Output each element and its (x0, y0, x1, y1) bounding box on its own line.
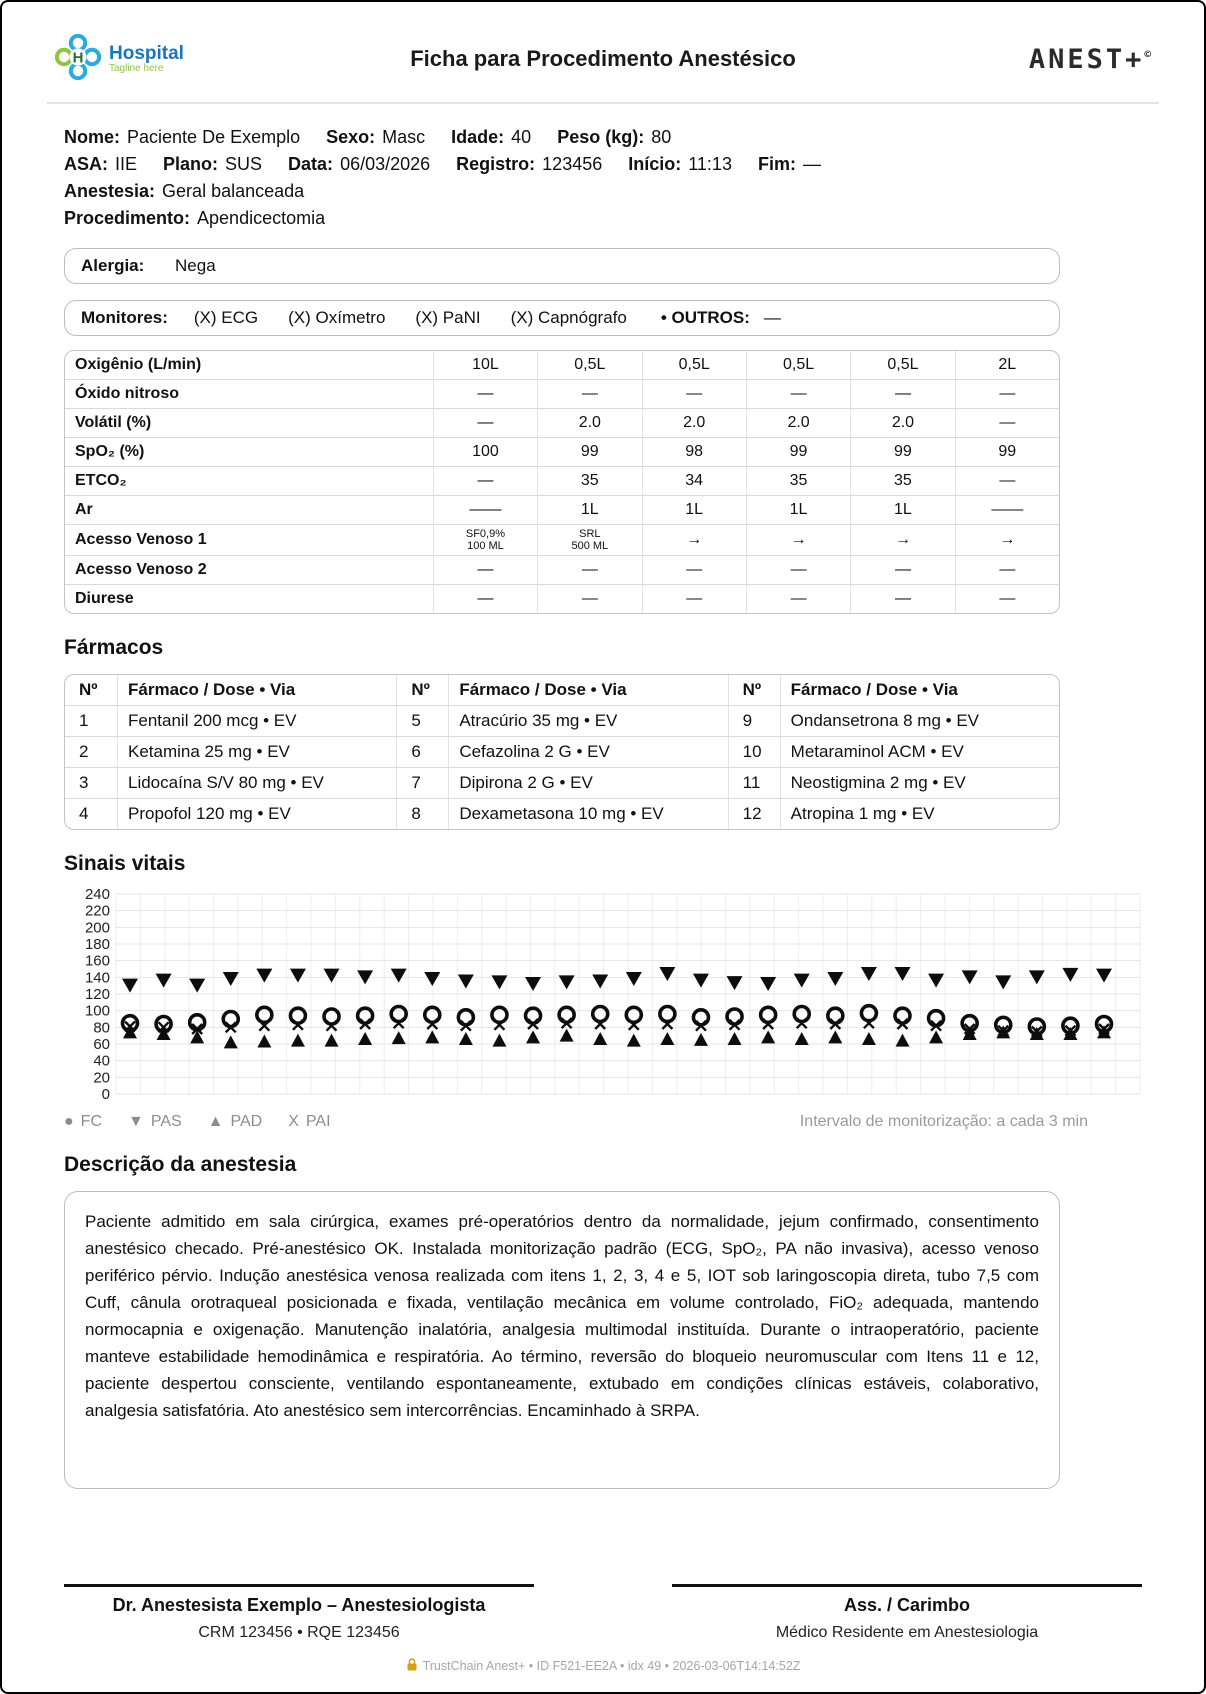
monitors-label: Monitores: (81, 308, 168, 327)
pad-marker (828, 1030, 842, 1043)
monitor-checkbox-item: (X) ECG (193, 308, 259, 327)
pas-marker (727, 976, 743, 990)
vitals-cell: — (537, 584, 641, 613)
pas-marker (827, 972, 843, 986)
patient-field (451, 127, 531, 147)
pad-marker (761, 1030, 775, 1043)
copyright-mark: © (1144, 47, 1151, 61)
monitors-box (64, 300, 1060, 336)
monitoring-interval-note: Intervalo de monitorização: a cada 3 min (799, 1113, 1088, 1130)
signature-line-right (672, 1584, 1142, 1587)
monitors-outros-label: • OUTROS: (660, 308, 750, 327)
vitals-cell: — (955, 408, 1059, 437)
pas-marker (1096, 969, 1112, 983)
y-axis-tick-label: 180 (84, 936, 110, 953)
patient-field (758, 154, 821, 174)
pad-marker (526, 1030, 540, 1043)
patient-field-value: 40 (511, 127, 532, 147)
header (55, 28, 1151, 90)
vitals-row-label: Oxigênio (L/min) (75, 356, 202, 373)
pas-marker (290, 969, 306, 983)
patient-field (326, 127, 425, 147)
farmaco-number: 5 (396, 705, 448, 736)
legend-label: FC (80, 1113, 102, 1130)
vitals-row-label: Volátil (%) (65, 408, 433, 437)
vitals-cell: — (433, 379, 537, 408)
gases-vitals-table (64, 350, 1060, 614)
patient-field-label: Procedimento: (64, 208, 191, 228)
fc-marker (794, 1007, 809, 1022)
vitals-cell: — (537, 555, 641, 584)
patient-info-line (64, 205, 1142, 232)
pas-marker (760, 977, 776, 991)
patient-field (64, 208, 325, 228)
farmaco-number: 8 (396, 798, 448, 829)
fc-marker (761, 1007, 776, 1022)
y-axis-tick-label: 200 (84, 919, 110, 937)
vitals-cell: 1L (537, 495, 641, 524)
patient-field (163, 154, 262, 174)
farmaco-number: 11 (728, 767, 780, 798)
vitals-cell: — (746, 555, 850, 584)
farmaco-detail-header: Fármaco / Dose • Via (780, 675, 1059, 705)
patient-field-value: 11:13 (688, 154, 732, 174)
farmaco-description: Propofol 120 mg • EV (117, 798, 396, 829)
legend-x-icon: X (288, 1113, 299, 1130)
vitals-cell-line: SF0,9% (465, 528, 506, 540)
pad-marker (795, 1032, 809, 1045)
pas-marker (928, 974, 944, 988)
y-axis-tick-label: 60 (93, 1036, 110, 1053)
legend-item-pai (288, 1113, 330, 1131)
stamp-label: Ass. / Carimbo (843, 1595, 971, 1615)
pas-marker (189, 979, 205, 993)
fc-marker (324, 1009, 339, 1024)
vitals-cell: — (642, 584, 746, 613)
y-axis-tick-label: 80 (93, 1019, 110, 1037)
hospital-tagline: Tagline here (109, 62, 164, 74)
legend-circle-icon: ● (64, 1113, 74, 1130)
pas-marker (1062, 968, 1078, 982)
pas-marker (391, 969, 407, 983)
pas-marker (592, 975, 608, 989)
y-axis-tick-label: 40 (93, 1052, 110, 1070)
hospital-cross-icon (55, 34, 101, 85)
pad-marker (291, 1034, 305, 1047)
farmacos-table (64, 674, 1060, 830)
farmaco-detail-header: Fármaco / Dose • Via (448, 675, 727, 705)
farmaco-description: Dexametasona 10 mg • EV (448, 798, 727, 829)
pas-marker (458, 975, 474, 989)
signature-right (672, 1584, 1142, 1642)
pas-marker (659, 967, 675, 981)
patient-field-value: Apendicectomia (197, 208, 326, 228)
pas-marker (223, 972, 239, 986)
pad-marker (560, 1029, 574, 1042)
vitals-cell: 99 (746, 437, 850, 466)
farmaco-description: Cefazolina 2 G • EV (448, 736, 727, 767)
patient-field (557, 127, 671, 147)
patient-field-label: Registro: (456, 154, 536, 174)
vitals-cell: — (850, 584, 954, 613)
pad-marker (728, 1032, 742, 1045)
trustchain-text: TrustChain Anest+ • ID F521-EE2A • idx 49 • 2026-03-06T14:14:52Z (422, 1659, 801, 1673)
description-text: Paciente admitido em sala cirúrgica, exames pré-operatórios dentro da normalidade, jejum confirmado, consentimento anestésico checado. Pré-anestésico OK. Instalada monitorização padrão (ECG, SpO₂, PA não invasiva), acesso venoso periférico pérvio. Indução anestésica venosa realizada com itens 1, 2, 3, 4 e 5, IOT sob laringoscopia direta, tubo 7,5 com Cuff, cânula orotraqueal posicionada e fixada, ventilação mecânica em volume controlado, FiO₂ adequada, mantendo normocapnia e oxigenação. Manutenção inalatória, analgesia multimodal instituída. Durante o intraoperatório, paciente manteve estabilidade hemodinâmica e respiratória. Ao término, reversão do bloqueio neuromuscular com Itens 11 e 12, paciente despertou consciente, ventilando espontaneamente, extubado em condições clínicas estáveis, colaborativo, analgesia satisfatória. Ato anestésico sem intercorrências. Encaminhado à SRPA. (85, 1212, 1039, 1420)
vitals-cell: — (433, 584, 537, 613)
pas-marker (324, 969, 340, 983)
monitors-outros-value: — (763, 308, 781, 327)
pas-marker (894, 967, 910, 981)
pad-marker (425, 1030, 439, 1043)
vitals-cell: → (746, 524, 850, 555)
vitals-cell: — (642, 555, 746, 584)
pas-marker (559, 975, 575, 989)
pas-marker (491, 975, 507, 989)
farmaco-num-header: Nº (728, 675, 780, 705)
y-axis-tick-label: 140 (84, 969, 110, 987)
farmaco-description: Neostigmina 2 mg • EV (780, 767, 1059, 798)
monitor-checkbox-item: (X) Oxímetro (288, 308, 386, 327)
farmaco-number: 9 (728, 705, 780, 736)
pas-marker (156, 974, 172, 988)
patient-field-value: IIE (115, 154, 138, 174)
patient-field (64, 127, 300, 147)
patient-field (628, 154, 732, 174)
pad-marker (862, 1032, 876, 1045)
pad-marker (325, 1034, 339, 1047)
vitals-cell: 35 (746, 466, 850, 495)
header-divider (47, 102, 1159, 104)
vitals-cell (433, 524, 537, 555)
vitals-cell-line: 100 ML (467, 540, 504, 552)
patient-info-line (64, 124, 1142, 151)
pad-marker (627, 1034, 641, 1047)
fc-marker (861, 1006, 876, 1021)
vitals-cell: — (642, 379, 746, 408)
monitor-checkbox-item: (X) PaNI (415, 308, 481, 327)
farmaco-num-header: Nº (396, 675, 448, 705)
y-axis-tick-label: 240 (84, 886, 110, 903)
vitals-cell: 98 (642, 437, 746, 466)
vitals-cell: 1L (746, 495, 850, 524)
patient-field-label: Anestesia: (64, 181, 156, 201)
fc-marker (425, 1007, 440, 1022)
patient-field-value: Masc (382, 127, 426, 147)
vitals-cell: 2.0 (642, 408, 746, 437)
vitals-cell: 10L (433, 351, 537, 379)
pad-marker (392, 1031, 406, 1044)
vitals-cell: 34 (642, 466, 746, 495)
pas-marker (794, 974, 810, 988)
pas-marker (861, 967, 877, 981)
vitals-cell: 1L (850, 495, 954, 524)
farmaco-detail-header: Fármaco / Dose • Via (117, 675, 396, 705)
patient-field-label: Sexo: (326, 127, 376, 147)
patient-field-value: SUS (225, 154, 263, 174)
footer (47, 1584, 1159, 1674)
fc-marker (929, 1011, 944, 1026)
chart-legend (64, 1113, 1088, 1131)
vitals-chart-title: Sinais vitais (64, 852, 186, 875)
vitals-cell: — (433, 555, 537, 584)
vitals-row-label: Óxido nitroso (65, 379, 433, 408)
farmaco-description: Fentanil 200 mcg • EV (117, 705, 396, 736)
vitals-cell: 0,5L (850, 351, 954, 379)
hospital-logo (55, 34, 355, 85)
farmaco-description: Atracúrio 35 mg • EV (448, 705, 727, 736)
vitals-cell: —— (433, 495, 537, 524)
pas-marker (525, 977, 541, 991)
y-axis-tick-label: 120 (84, 986, 110, 1003)
patient-field-label: Plano: (163, 154, 219, 174)
vitals-cell: — (955, 555, 1059, 584)
farmaco-number: 4 (65, 798, 117, 829)
pas-marker (256, 969, 272, 983)
vitals-cell: 2L (955, 351, 1059, 379)
doctor-registry: CRM 123456 • RQE 123456 (198, 1624, 400, 1641)
y-axis-tick-label: 100 (84, 1002, 110, 1020)
pad-marker (492, 1034, 506, 1047)
trustchain-line (47, 1658, 1159, 1674)
monitor-checkbox-item: (X) Capnógrafo (510, 308, 627, 327)
fc-marker (626, 1007, 641, 1022)
pas-marker (424, 972, 440, 986)
y-axis-tick-label: 160 (84, 952, 110, 970)
legend-label: PAD (230, 1113, 263, 1130)
pad-marker (593, 1032, 607, 1045)
pas-marker (122, 979, 138, 993)
vitals-cell: 35 (850, 466, 954, 495)
vitals-cell: — (850, 555, 954, 584)
page-title: Ficha para Procedimento Anestésico (410, 46, 796, 71)
vitals-cell-line: SRL (579, 528, 601, 540)
legend-label: PAI (305, 1113, 331, 1130)
anest-brand-logo: ANEST+© (1028, 43, 1151, 75)
vitals-cell: — (433, 408, 537, 437)
pad-marker (224, 1035, 238, 1048)
pad-marker (895, 1034, 909, 1047)
patient-field (64, 181, 304, 201)
fc-marker (492, 1007, 507, 1022)
patient-field-label: ASA: (64, 154, 108, 174)
fc-marker (223, 1012, 238, 1027)
svg-text:H: H (72, 49, 84, 66)
fc-marker (257, 1007, 272, 1022)
farmaco-number: 7 (396, 767, 448, 798)
farmaco-description: Ondansetrona 8 mg • EV (780, 705, 1059, 736)
fc-marker (458, 1010, 473, 1025)
vitals-cell: — (746, 584, 850, 613)
vitals-cell: → (642, 524, 746, 555)
vitals-cell: 2.0 (850, 408, 954, 437)
vitals-cell: —— (955, 495, 1059, 524)
vitals-cell-line: 500 ML (571, 540, 609, 552)
fc-marker (660, 1007, 675, 1022)
legend-triangle-down-icon: ▼ (128, 1113, 144, 1130)
description-box (64, 1191, 1060, 1489)
farmaco-description: Ketamina 25 mg • EV (117, 736, 396, 767)
legend-label: PAS (150, 1113, 182, 1130)
patient-field-value: 06/03/2026 (340, 154, 431, 174)
vitals-cell: 0,5L (537, 351, 641, 379)
pas-marker (693, 974, 709, 988)
vitals-cell: 99 (537, 437, 641, 466)
vitals-cell: — (433, 466, 537, 495)
fc-marker (593, 1007, 608, 1022)
vitals-chart-svg (64, 886, 1144, 1106)
resident-title: Médico Residente em Anestesiologia (775, 1624, 1039, 1641)
farmaco-number: 2 (65, 736, 117, 767)
signature-left (64, 1584, 534, 1642)
pas-marker (995, 975, 1011, 989)
vitals-row-label: Ar (65, 495, 433, 524)
patient-field-label: Peso (kg): (557, 127, 645, 147)
fc-marker (391, 1007, 406, 1022)
patient-field-label: Fim: (757, 154, 796, 174)
vitals-cell: — (746, 379, 850, 408)
vitals-cell: — (955, 584, 1059, 613)
patient-field (288, 154, 430, 174)
vitals-cell: 0,5L (746, 351, 850, 379)
pad-marker (257, 1035, 271, 1048)
legend-item-fc (64, 1113, 102, 1131)
signature-line-left (64, 1584, 534, 1587)
pad-marker (929, 1030, 943, 1043)
hospital-name: Hospital (109, 42, 184, 64)
vitals-cell: 1L (642, 495, 746, 524)
allergy-box (64, 248, 1060, 284)
vitals-cell: — (955, 466, 1059, 495)
allergy-label: Alergia: (81, 256, 145, 275)
pad-marker (660, 1032, 674, 1045)
patient-field-value: 123456 (542, 154, 603, 174)
doctor-name: Dr. Anestesista Exemplo – Anestesiologista (112, 1595, 486, 1615)
vitals-cell: → (955, 524, 1059, 555)
patient-field-value: 80 (651, 127, 672, 147)
vitals-cell: → (850, 524, 954, 555)
farmaco-num-header: Nº (79, 680, 98, 699)
legend-triangle-up-icon: ▲ (207, 1113, 224, 1130)
fc-marker (559, 1007, 574, 1022)
vitals-cell: 2.0 (537, 408, 641, 437)
farmaco-description: Atropina 1 mg • EV (780, 798, 1059, 829)
vitals-cell: — (537, 379, 641, 408)
vitals-chart (64, 886, 1159, 1111)
description-title: Descrição da anestesia (64, 1153, 297, 1176)
farmaco-number: 10 (728, 736, 780, 767)
patient-field (64, 154, 137, 174)
farmaco-description: Metaraminol ACM • EV (780, 736, 1059, 767)
patient-field-label: Início: (628, 154, 682, 174)
lock-icon (406, 1658, 418, 1674)
vitals-row-label: ETCO₂ (65, 466, 433, 495)
farmaco-number: 12 (728, 798, 780, 829)
allergy-value: Nega (175, 256, 216, 275)
patient-field-value: — (802, 154, 821, 174)
legend-item-pas (128, 1113, 182, 1131)
vitals-cell: 35 (537, 466, 641, 495)
patient-field (456, 154, 602, 174)
vitals-row-label: Acesso Venoso 2 (65, 555, 433, 584)
vitals-cell: 99 (955, 437, 1059, 466)
patient-info-block (64, 124, 1142, 232)
vitals-cell: 100 (433, 437, 537, 466)
farmacos-title: Fármacos (64, 636, 164, 659)
vitals-row-label: Acesso Venoso 1 (65, 524, 433, 555)
legend-item-pad (208, 1113, 263, 1131)
patient-field-value: Geral balanceada (162, 181, 305, 201)
vitals-row-label: Diurese (65, 584, 433, 613)
vitals-row-label: SpO₂ (%) (65, 437, 433, 466)
patient-field-value: Paciente De Exemplo (127, 127, 301, 147)
vitals-cell: 0,5L (642, 351, 746, 379)
patient-info-line (64, 151, 1142, 178)
farmaco-description: Dipirona 2 G • EV (448, 767, 727, 798)
patient-field-label: Idade: (451, 127, 505, 147)
patient-field-label: Nome: (64, 127, 121, 147)
pad-marker (459, 1032, 473, 1045)
pad-marker (694, 1033, 708, 1046)
vitals-cell: — (955, 379, 1059, 408)
y-axis-tick-label: 220 (84, 902, 110, 920)
farmaco-description: Lidocaína S/V 80 mg • EV (117, 767, 396, 798)
hospital-logo-text (109, 44, 184, 75)
farmaco-number: 3 (65, 767, 117, 798)
vitals-cell: 99 (850, 437, 954, 466)
farmaco-number: 6 (396, 736, 448, 767)
patient-info-line (64, 178, 1142, 205)
fc-marker (727, 1009, 742, 1024)
vitals-cell (537, 524, 641, 555)
farmaco-number: 1 (65, 705, 117, 736)
y-axis-tick-label: 0 (101, 1086, 110, 1103)
vitals-cell: 2.0 (746, 408, 850, 437)
vitals-cell: — (850, 379, 954, 408)
patient-field-label: Data: (288, 154, 334, 174)
y-axis-tick-label: 20 (93, 1069, 110, 1087)
